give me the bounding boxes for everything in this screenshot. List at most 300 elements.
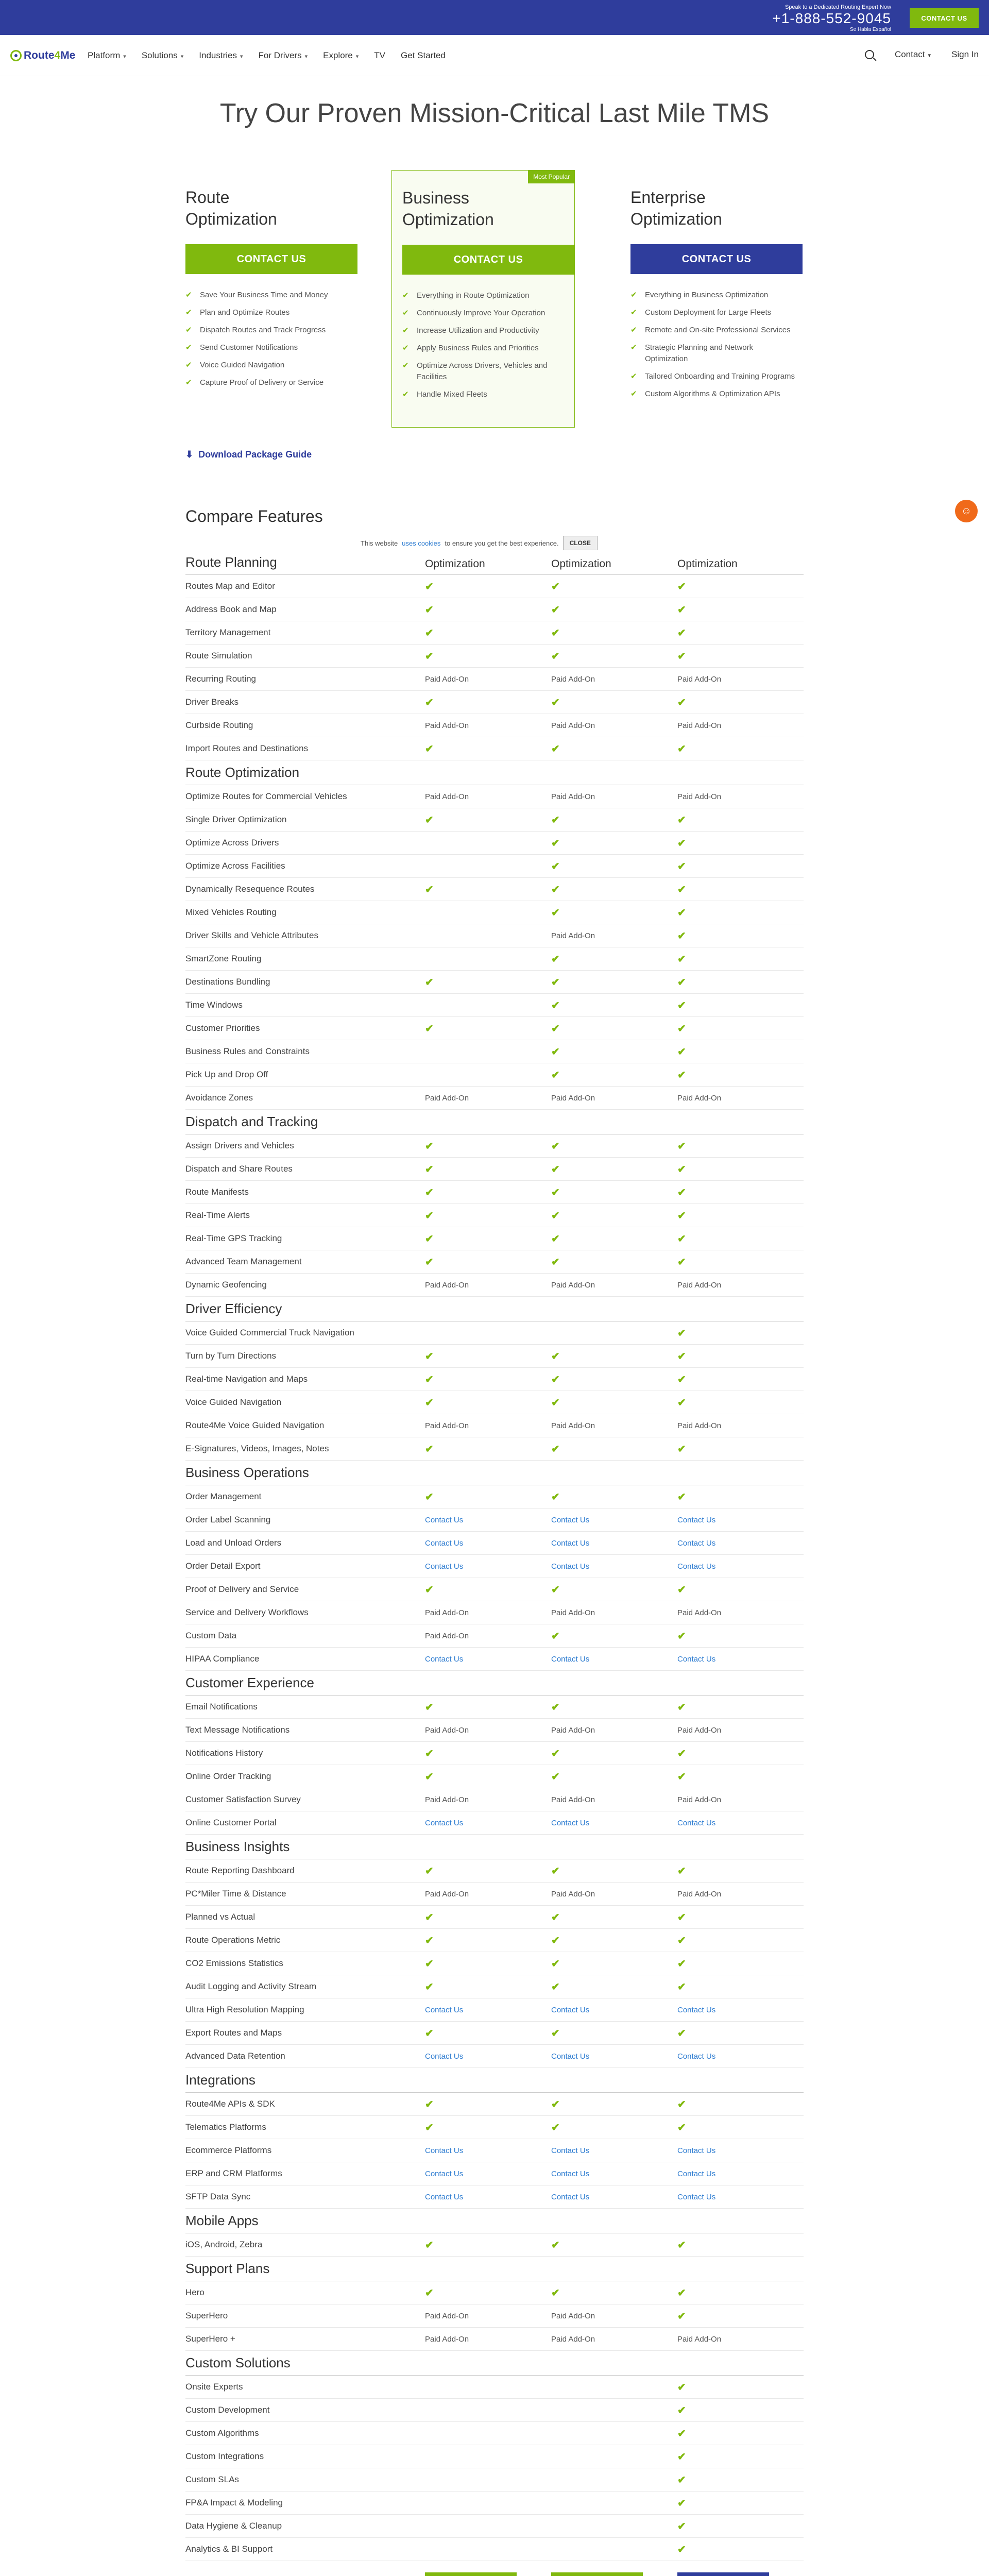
table-row xyxy=(185,1601,804,1624)
plan-feature-item: ✔ Strategic Planning and Network Optimization xyxy=(630,342,795,365)
table-row xyxy=(185,1017,804,1040)
paid-add-on-text: Paid Add-On xyxy=(425,2311,469,2320)
check-icon: ✔ xyxy=(551,1981,560,1993)
check-icon: ✔ xyxy=(677,581,686,592)
check-icon: ✔ xyxy=(425,1374,434,1385)
plan-feature-item: ✔ Plan and Optimize Routes xyxy=(185,307,350,318)
feature-name: Dispatch and Share Routes xyxy=(185,1164,293,1174)
paid-add-on-text: Paid Add-On xyxy=(551,1093,595,1103)
table-row xyxy=(185,1788,804,1811)
feature-name: Route Reporting Dashboard xyxy=(185,1866,295,1875)
feature-name: Load and Unload Orders xyxy=(185,1538,282,1548)
feature-name: Recurring Routing xyxy=(185,674,257,684)
check-icon: ✔ xyxy=(425,1935,434,1946)
check-icon: ✔ xyxy=(425,2287,434,2299)
feature-name: PC*Miler Time & Distance xyxy=(185,1889,286,1899)
plan-feature-item: ✔ Tailored Onboarding and Training Programs xyxy=(630,371,795,382)
download-icon: ⬇ xyxy=(185,449,194,460)
contact-us-link[interactable]: Contact Us xyxy=(425,2169,464,2178)
feature-name: Turn by Turn Directions xyxy=(185,1351,277,1361)
section-header xyxy=(185,2068,804,2093)
table-row xyxy=(185,1414,804,1437)
plan-feature-item: ✔ Handle Mixed Fleets xyxy=(402,389,567,400)
feature-name: Ultra High Resolution Mapping xyxy=(185,2005,304,2014)
table-row xyxy=(185,1485,804,1509)
table-row xyxy=(185,2492,804,2515)
table-row xyxy=(185,1274,804,1297)
feature-name: Import Routes and Destinations xyxy=(185,743,309,753)
section-title: Custom Solutions xyxy=(185,2355,291,2370)
feature-name: SuperHero + xyxy=(185,2334,235,2344)
table-row xyxy=(185,2162,804,2185)
paid-add-on-text: Paid Add-On xyxy=(551,1725,595,1735)
check-icon: ✔ xyxy=(551,1350,560,1362)
check-icon: ✔ xyxy=(677,697,686,708)
section-header xyxy=(185,1297,804,1321)
table-row xyxy=(185,785,804,808)
section-header xyxy=(185,760,804,785)
contact-us-link[interactable]: Contact Us xyxy=(551,1562,590,1571)
paid-add-on-text: Paid Add-On xyxy=(425,1631,469,1640)
check-icon: ✔ xyxy=(677,2451,686,2463)
table-row xyxy=(185,2422,804,2445)
paid-add-on-text: Paid Add-On xyxy=(677,1725,722,1735)
check-icon: ✔ xyxy=(425,2122,434,2133)
check-icon: ✔ xyxy=(677,1046,686,1058)
feature-name: Order Label Scanning xyxy=(185,1515,271,1524)
check-icon: ✔ xyxy=(425,604,434,616)
check-icon: ✔ xyxy=(425,1023,434,1035)
feature-name: Voice Guided Navigation xyxy=(185,1397,282,1407)
check-icon: ✔ xyxy=(425,743,434,755)
chevron-down-icon: ▾ xyxy=(123,54,126,60)
check-icon: ✔ xyxy=(677,2287,686,2299)
paid-add-on-text: Paid Add-On xyxy=(425,674,469,684)
feature-name: Custom Data xyxy=(185,1631,237,1640)
contact-us-link[interactable]: Contact Us xyxy=(551,2052,590,2061)
bottom-contact-button[interactable] xyxy=(677,2572,769,2576)
plan-feature-list xyxy=(185,290,350,395)
contact-us-link[interactable]: Contact Us xyxy=(677,1654,716,1664)
check-icon: ✔ xyxy=(677,1865,686,1877)
feature-name: Email Notifications xyxy=(185,1702,258,1711)
plan-contact-button[interactable]: CONTACT US xyxy=(630,244,803,274)
paid-add-on-text: Paid Add-On xyxy=(551,1421,595,1430)
check-icon: ✔ xyxy=(677,2520,686,2532)
plan-feature-item: ✔ Save Your Business Time and Money xyxy=(185,290,350,301)
check-icon: ✔ xyxy=(551,1958,560,1970)
check-icon: ✔ xyxy=(551,1140,560,1152)
plan-feature-list xyxy=(402,290,567,406)
check-icon: ✔ xyxy=(551,2027,560,2039)
sign-in-link[interactable]: Sign In xyxy=(951,49,979,59)
contact-us-link[interactable]: Contact Us xyxy=(425,1562,464,1571)
check-icon: ✔ xyxy=(551,999,560,1011)
plan-title: Enterprise Optimization xyxy=(630,188,722,228)
table-row xyxy=(185,1929,804,1952)
check-icon: ✔ xyxy=(677,650,686,662)
check-icon: ✔ xyxy=(425,2239,434,2251)
download-package-guide-link[interactable]: ⬇ Download Package Guide xyxy=(185,449,312,460)
feature-name: SuperHero xyxy=(185,2311,228,2320)
check-icon: ✔ xyxy=(677,1958,686,1970)
table-row xyxy=(185,1158,804,1181)
table-row xyxy=(185,1040,804,1063)
check-icon: ✔ xyxy=(677,2544,686,2555)
table-row xyxy=(185,1952,804,1975)
feature-name: Curbside Routing xyxy=(185,720,253,730)
section-header xyxy=(185,550,804,575)
contact-us-link[interactable]: Contact Us xyxy=(425,1654,464,1664)
table-row xyxy=(185,2045,804,2068)
plan-title: Business Optimization xyxy=(402,189,494,229)
section-title: Route Planning xyxy=(185,554,277,570)
feature-name: CO2 Emissions Statistics xyxy=(185,1958,283,1968)
cookie-banner: This website uses cookies to ensure you get the best experience. CLOSE xyxy=(361,536,598,550)
plan-card-route xyxy=(175,170,359,428)
paid-add-on-text: Paid Add-On xyxy=(425,1421,469,1430)
table-row xyxy=(185,2328,804,2351)
feature-name: Data Hygiene & Cleanup xyxy=(185,2521,282,2531)
feature-name: Customer Satisfaction Survey xyxy=(185,1794,301,1804)
plan-feature-list xyxy=(630,290,795,406)
check-icon: ✔ xyxy=(551,1256,560,1268)
table-row xyxy=(185,2185,804,2209)
section-title: Business Operations xyxy=(185,1465,309,1480)
route4me-logo[interactable]: Route 4 Me xyxy=(10,49,75,62)
check-icon: ✔ xyxy=(425,1748,434,1759)
feature-name: Dynamic Geofencing xyxy=(185,1280,267,1290)
paid-add-on-text: Paid Add-On xyxy=(425,1725,469,1735)
table-row xyxy=(185,1063,804,1087)
chevron-down-icon: ▾ xyxy=(355,54,359,60)
feature-name: Order Detail Export xyxy=(185,1561,261,1571)
table-row xyxy=(185,1134,804,1158)
feature-name: Custom Development xyxy=(185,2405,270,2415)
contact-us-link[interactable]: Contact Us xyxy=(677,2052,716,2061)
phone-number-link[interactable]: +1-888-552-9045 xyxy=(772,10,891,26)
table-row xyxy=(185,1696,804,1719)
check-icon: ✔ xyxy=(425,814,434,826)
column-header: Optimization xyxy=(425,558,485,570)
paid-add-on-text: Paid Add-On xyxy=(425,2334,469,2344)
contact-us-link[interactable]: Contact Us xyxy=(677,2169,716,2178)
feature-name: Driver Skills and Vehicle Attributes xyxy=(185,930,318,940)
section-header xyxy=(185,1461,804,1485)
section-header xyxy=(185,2209,804,2233)
check-icon: ✔ xyxy=(425,2098,434,2110)
nav-contact[interactable]: Contact ▾ xyxy=(894,49,931,59)
check-icon: ✔ xyxy=(677,1701,686,1713)
check-icon: ✔ xyxy=(425,1397,434,1409)
check-icon: ✔ xyxy=(551,1701,560,1713)
contact-us-link[interactable]: Contact Us xyxy=(425,1818,464,1827)
top-contact-button[interactable]: CONTACT US xyxy=(910,8,979,28)
contact-us-link[interactable]: Contact Us xyxy=(551,2146,590,2155)
feature-name: Text Message Notifications xyxy=(185,1725,290,1735)
table-row xyxy=(185,1321,804,1345)
feature-name: Avoidance Zones xyxy=(185,1093,253,1103)
feature-name: Business Rules and Constraints xyxy=(185,1046,310,1056)
feature-name: Advanced Data Retention xyxy=(185,2051,285,2061)
paid-add-on-text: Paid Add-On xyxy=(551,1889,595,1899)
feature-name: E-Signatures, Videos, Images, Notes xyxy=(185,1444,329,1453)
check-icon: ✔ xyxy=(551,1771,560,1783)
feature-name: Dynamically Resequence Routes xyxy=(185,884,315,894)
column-header: Optimization xyxy=(551,558,611,570)
check-icon: ✔ xyxy=(677,1935,686,1946)
plan-title: Route Optimization xyxy=(185,188,277,228)
contact-us-link[interactable]: Contact Us xyxy=(551,2005,590,2014)
section-header xyxy=(185,1671,804,1696)
contact-us-link[interactable]: Contact Us xyxy=(551,1538,590,1548)
table-row xyxy=(185,1204,804,1227)
plan-card-business xyxy=(391,170,575,428)
feature-name: Route4Me Voice Guided Navigation xyxy=(185,1420,325,1430)
feature-name: Notifications History xyxy=(185,1748,263,1758)
table-row xyxy=(185,737,804,760)
check-icon: ✔ xyxy=(551,1187,560,1198)
plan-card-enterprise xyxy=(620,170,804,428)
nav-item-get-started[interactable]: Get Started xyxy=(401,50,446,60)
check-icon: ✔ xyxy=(677,2122,686,2133)
check-icon: ✔ xyxy=(677,1023,686,1035)
check-icon: ✔ xyxy=(551,1865,560,1877)
table-row xyxy=(185,947,804,971)
plan-contact-button[interactable]: CONTACT US xyxy=(402,245,574,275)
table-row xyxy=(185,2445,804,2468)
check-icon: ✔ xyxy=(677,1491,686,1503)
cookie-policy-link[interactable]: uses cookies xyxy=(402,539,441,547)
check-icon: ✔ xyxy=(551,884,560,895)
check-icon: ✔ xyxy=(425,1865,434,1877)
chat-widget-icon[interactable]: ☺ xyxy=(955,500,978,522)
check-icon: ✔ xyxy=(425,1701,434,1713)
paid-add-on-text: Paid Add-On xyxy=(551,674,595,684)
contact-us-link[interactable]: Contact Us xyxy=(551,2192,590,2201)
check-icon: ✔ xyxy=(677,627,686,639)
contact-us-link[interactable]: Contact Us xyxy=(425,2192,464,2201)
check-icon: ✔ xyxy=(677,2428,686,2439)
check-icon: ✔ xyxy=(425,650,434,662)
check-icon: ✔ xyxy=(425,1771,434,1783)
contact-us-link[interactable]: Contact Us xyxy=(551,2169,590,2178)
nav-item-explore[interactable]: Explore ▾ xyxy=(323,50,359,60)
feature-name: Export Routes and Maps xyxy=(185,2028,282,2038)
table-row xyxy=(185,645,804,668)
table-row xyxy=(185,1998,804,2022)
feature-name: Advanced Team Management xyxy=(185,1257,302,1266)
check-icon: ✔ xyxy=(551,604,560,616)
check-icon: ✔ xyxy=(677,1210,686,1222)
check-icon: ✔ xyxy=(551,1374,560,1385)
check-icon: ✔ xyxy=(677,1233,686,1245)
table-row xyxy=(185,1765,804,1788)
feature-name: Online Customer Portal xyxy=(185,1818,277,1827)
cookie-close-button[interactable]: CLOSE xyxy=(563,536,598,550)
feature-name: Single Driver Optimization xyxy=(185,815,287,824)
section-title: Driver Efficiency xyxy=(185,1301,282,1316)
table-row xyxy=(185,691,804,714)
feature-name: Assign Drivers and Vehicles xyxy=(185,1141,294,1150)
table-row xyxy=(185,1811,804,1835)
table-row xyxy=(185,1368,804,1391)
table-row xyxy=(185,1719,804,1742)
nav-item-solutions[interactable]: Solutions ▾ xyxy=(141,50,184,60)
contact-us-link[interactable]: Contact Us xyxy=(425,1515,464,1524)
feature-name: Order Management xyxy=(185,1492,262,1501)
paid-add-on-text: Paid Add-On xyxy=(425,721,469,730)
check-icon: ✔ xyxy=(677,907,686,919)
section-header xyxy=(185,1835,804,1859)
feature-name: Optimize Across Facilities xyxy=(185,861,285,871)
check-icon: ✔ xyxy=(551,1443,560,1455)
column-header: Optimization xyxy=(677,558,738,570)
table-row xyxy=(185,2022,804,2045)
table-row xyxy=(185,1648,804,1671)
check-icon: ✔ xyxy=(425,1140,434,1152)
chevron-down-icon: ▾ xyxy=(180,54,184,60)
section-title: Business Insights xyxy=(185,1839,290,1854)
contact-us-link[interactable]: Contact Us xyxy=(677,1515,716,1524)
check-icon: ✔ xyxy=(677,1374,686,1385)
nav-item-for-drivers[interactable]: For Drivers ▾ xyxy=(258,50,308,60)
paid-add-on-text: Paid Add-On xyxy=(551,721,595,730)
nav-item-platform[interactable]: Platform ▾ xyxy=(88,50,126,60)
feature-name: Audit Logging and Activity Stream xyxy=(185,1981,317,1991)
contact-us-link[interactable]: Contact Us xyxy=(425,2005,464,2014)
check-icon: ✔ xyxy=(677,1163,686,1175)
check-icon: ✔ xyxy=(677,1584,686,1596)
table-row xyxy=(185,598,804,621)
feature-name: Custom SLAs xyxy=(185,2475,239,2484)
contact-us-link[interactable]: Contact Us xyxy=(677,1818,716,1827)
nav-item-industries[interactable]: Industries ▾ xyxy=(199,50,243,60)
table-row xyxy=(185,1345,804,1368)
logo-pin-icon xyxy=(10,50,22,61)
contact-us-link[interactable]: Contact Us xyxy=(425,2052,464,2061)
bottom-cta-row xyxy=(185,2572,804,2576)
table-row xyxy=(185,924,804,947)
table-row xyxy=(185,2139,804,2162)
check-icon: ✔ xyxy=(677,2310,686,2322)
contact-us-link[interactable]: Contact Us xyxy=(677,2146,716,2155)
check-icon: ✔ xyxy=(551,1397,560,1409)
feature-name: Territory Management xyxy=(185,628,271,637)
check-icon: ✔ xyxy=(551,627,560,639)
feature-name: Routes Map and Editor xyxy=(185,581,275,591)
table-row xyxy=(185,1532,804,1555)
check-icon: ✔ xyxy=(425,1981,434,1993)
feature-name: Custom Integrations xyxy=(185,2451,264,2461)
feature-name: Analytics & BI Support xyxy=(185,2544,273,2554)
check-icon: ✔ xyxy=(677,2404,686,2416)
plan-feature-item: ✔ Dispatch Routes and Track Progress xyxy=(185,325,350,336)
bottom-contact-button[interactable] xyxy=(551,2572,643,2576)
contact-us-link[interactable]: Contact Us xyxy=(551,1515,590,1524)
feature-name: Custom Algorithms xyxy=(185,2428,259,2438)
check-icon: ✔ xyxy=(677,1069,686,1081)
search-icon[interactable] xyxy=(865,50,874,59)
check-icon: ✔ xyxy=(677,2239,686,2251)
feature-name: Service and Delivery Workflows xyxy=(185,1607,309,1617)
speak-to-expert-text: Speak to a Dedicated Routing Expert Now xyxy=(785,4,891,10)
paid-add-on-text: Paid Add-On xyxy=(677,2334,722,2344)
check-icon: ✔ xyxy=(677,1630,686,1642)
plan-feature-item: ✔ Optimize Across Drivers, Vehicles and Facilities xyxy=(402,360,567,383)
paid-add-on-text: Paid Add-On xyxy=(677,792,722,801)
check-icon: ✔ xyxy=(677,1140,686,1152)
check-icon: ✔ xyxy=(551,1748,560,1759)
feature-name: Pick Up and Drop Off xyxy=(185,1070,268,1079)
check-icon: ✔ xyxy=(551,2098,560,2110)
check-icon: ✔ xyxy=(551,697,560,708)
nav-item-tv[interactable]: TV xyxy=(374,50,386,60)
paid-add-on-text: Paid Add-On xyxy=(677,1421,722,1430)
check-icon: ✔ xyxy=(677,604,686,616)
check-icon: ✔ xyxy=(425,1958,434,1970)
table-row xyxy=(185,808,804,832)
bottom-contact-button[interactable] xyxy=(425,2572,517,2576)
table-row xyxy=(185,2399,804,2422)
feature-name: Customer Priorities xyxy=(185,1023,260,1033)
table-row xyxy=(185,575,804,598)
feature-name: HIPAA Compliance xyxy=(185,1654,260,1664)
contact-us-link[interactable]: Contact Us xyxy=(551,1654,590,1664)
section-title: Route Optimization xyxy=(185,765,300,780)
check-icon: ✔ xyxy=(551,2239,560,2251)
section-title: Dispatch and Tracking xyxy=(185,1114,318,1129)
check-icon: ✔ xyxy=(551,1163,560,1175)
check-icon: ✔ xyxy=(677,2027,686,2039)
check-icon: ✔ xyxy=(551,814,560,826)
chevron-down-icon: ▾ xyxy=(240,54,243,60)
check-icon: ✔ xyxy=(677,1187,686,1198)
contact-us-link[interactable]: Contact Us xyxy=(551,1818,590,1827)
feature-name: SmartZone Routing xyxy=(185,954,262,963)
contact-us-link[interactable]: Contact Us xyxy=(425,1538,464,1548)
check-icon: ✔ xyxy=(425,1256,434,1268)
plan-contact-button[interactable]: CONTACT US xyxy=(185,244,357,274)
plan-feature-item: ✔ Everything in Route Optimization xyxy=(402,290,567,301)
feature-name: Route4Me APIs & SDK xyxy=(185,2099,275,2109)
plan-feature-item: ✔ Everything in Business Optimization xyxy=(630,290,795,301)
check-icon: ✔ xyxy=(677,743,686,755)
contact-us-link[interactable]: Contact Us xyxy=(425,2146,464,2155)
check-icon: ✔ xyxy=(551,1935,560,1946)
check-icon: ✔ xyxy=(551,860,560,872)
contact-us-link[interactable]: Contact Us xyxy=(677,1562,716,1571)
check-icon: ✔ xyxy=(551,1491,560,1503)
contact-us-link[interactable]: Contact Us xyxy=(677,2005,716,2014)
check-icon: ✔ xyxy=(425,1911,434,1923)
espanol-text: Se Habla Español xyxy=(849,27,891,32)
check-icon: ✔ xyxy=(677,1350,686,1362)
check-icon: ✔ xyxy=(551,1911,560,1923)
check-icon: ✔ xyxy=(551,837,560,849)
plan-feature-item: ✔ Apply Business Rules and Priorities xyxy=(402,343,567,354)
section-title: Support Plans xyxy=(185,2261,270,2276)
contact-us-link[interactable]: Contact Us xyxy=(677,2192,716,2201)
check-icon: ✔ xyxy=(425,627,434,639)
paid-add-on-text: Paid Add-On xyxy=(551,792,595,801)
feature-name: Planned vs Actual xyxy=(185,1912,255,1922)
feature-name: Telematics Platforms xyxy=(185,2122,266,2132)
table-row xyxy=(185,1391,804,1414)
check-icon: ✔ xyxy=(677,999,686,1011)
contact-us-link[interactable]: Contact Us xyxy=(677,1538,716,1548)
table-row xyxy=(185,1883,804,1906)
